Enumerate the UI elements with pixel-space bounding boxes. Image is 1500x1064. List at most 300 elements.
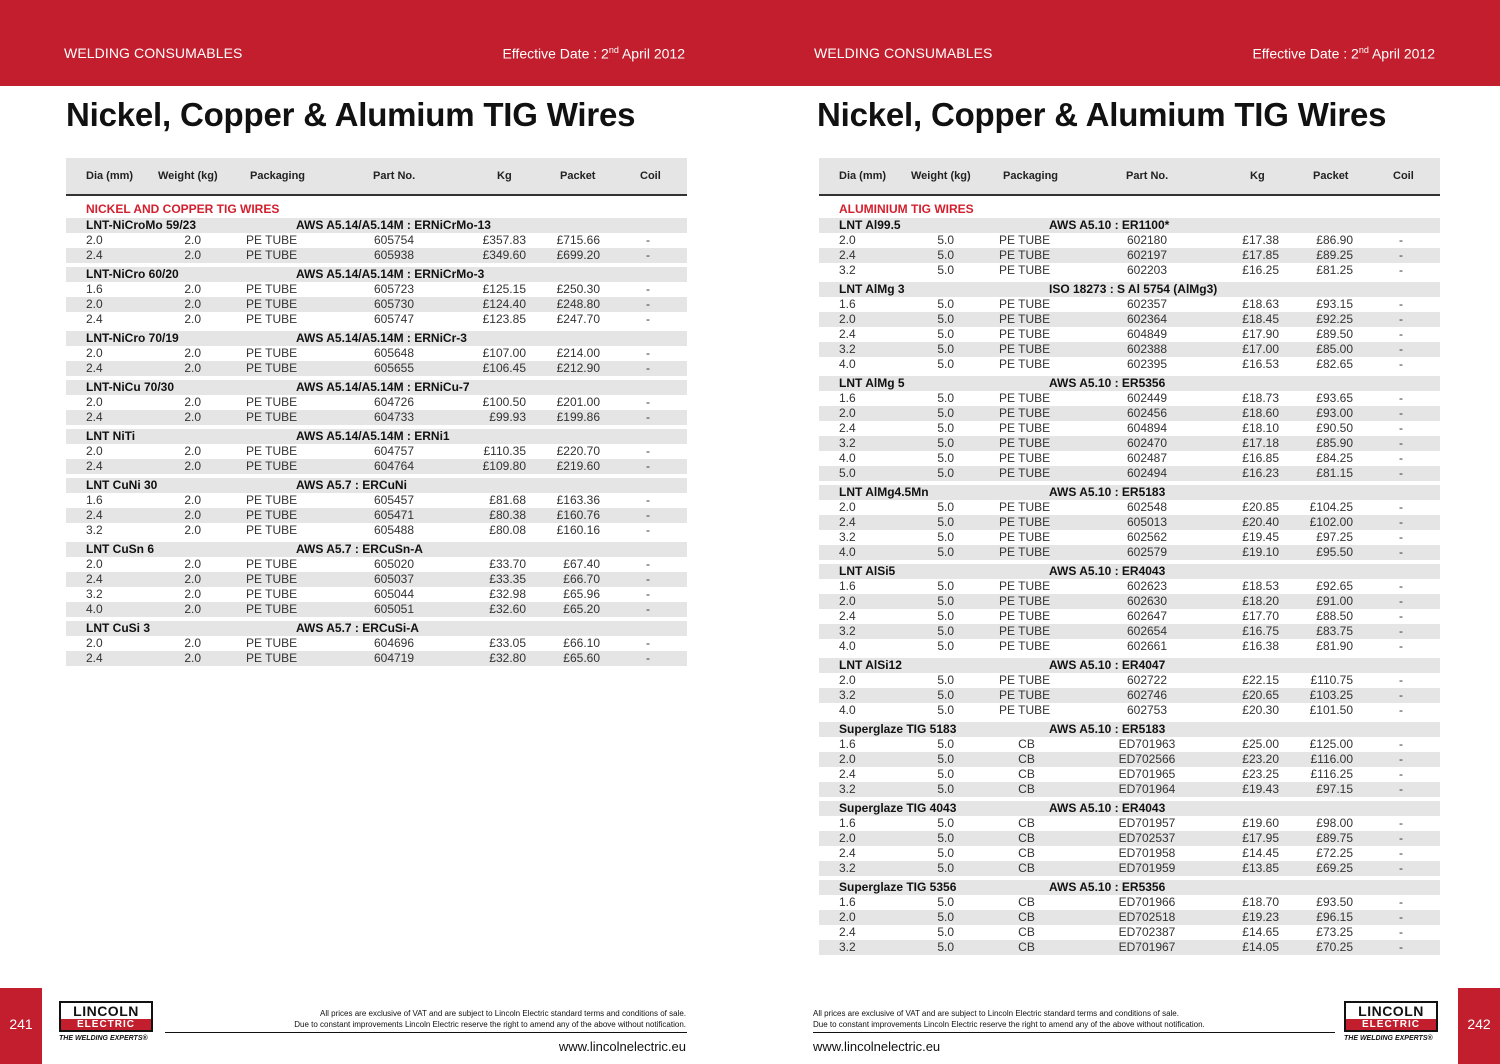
weight-cell: 5.0	[937, 594, 954, 608]
part-no-cell: ED701963	[1118, 737, 1176, 751]
col-weight: Weight (kg)	[911, 170, 971, 182]
packaging-cell: CB	[1018, 940, 1035, 954]
product-name: LNT-NiCroMo 59/23	[86, 218, 197, 232]
coil-cell: -	[646, 312, 650, 326]
table-row	[819, 391, 1440, 406]
kg-price-cell: £20.65	[1242, 688, 1279, 702]
table-row	[66, 459, 687, 474]
packaging-cell: PE TUBE	[999, 312, 1051, 326]
kg-price-cell: £14.45	[1242, 846, 1279, 860]
coil-cell: -	[1399, 545, 1403, 559]
table-row	[819, 248, 1440, 263]
part-no-cell: 604894	[1126, 421, 1168, 435]
col-packet: Packet	[560, 170, 596, 182]
part-no-cell: 604764	[373, 459, 415, 473]
weight-cell: 5.0	[937, 703, 954, 717]
packaging-cell: PE TUBE	[999, 624, 1051, 638]
table-row	[66, 346, 687, 361]
kg-price-cell: £18.63	[1242, 297, 1279, 311]
packet-price-cell: £65.60	[563, 651, 600, 665]
packaging-cell: PE TUBE	[999, 436, 1051, 450]
part-no-cell: 602753	[1126, 703, 1168, 717]
dia-cell: 3.2	[839, 782, 856, 796]
part-no-cell: 604726	[373, 395, 415, 409]
header-bar	[750, 0, 1500, 86]
product-spec: AWS A5.14/A5.14M : ERNiCu-7	[296, 380, 470, 394]
part-no-cell: 605471	[373, 508, 415, 522]
coil-cell: -	[646, 444, 650, 458]
dia-cell: 2.4	[86, 508, 103, 522]
product-name: LNT-NiCu 70/30	[86, 380, 175, 394]
weight-cell: 5.0	[937, 297, 954, 311]
packet-price-cell: £82.65	[1316, 357, 1353, 371]
packaging-cell: PE TUBE	[999, 357, 1051, 371]
weight-cell: 5.0	[937, 752, 954, 766]
packet-price-cell: £199.86	[556, 410, 600, 424]
table-row	[819, 816, 1440, 831]
weight-cell: 5.0	[937, 530, 954, 544]
coil-cell: -	[1399, 594, 1403, 608]
packaging-cell: PE TUBE	[999, 406, 1051, 420]
packaging-cell: PE TUBE	[246, 602, 298, 616]
part-no-cell: 602661	[1126, 639, 1168, 653]
part-no-cell: 605044	[373, 587, 415, 601]
coil-cell: -	[646, 557, 650, 571]
part-no-cell: ED701966	[1118, 895, 1176, 909]
part-no-cell: ED701959	[1118, 861, 1176, 875]
table-row	[66, 587, 687, 602]
dia-cell: 2.0	[86, 395, 103, 409]
packaging-cell: PE TUBE	[246, 651, 298, 665]
dia-cell: 2.4	[86, 361, 103, 375]
packet-price-cell: £89.25	[1316, 248, 1353, 262]
coil-cell: -	[646, 602, 650, 616]
coil-cell: -	[1399, 910, 1403, 924]
kg-price-cell: £80.08	[489, 523, 526, 537]
product-group-header	[819, 880, 1440, 895]
kg-price-cell: £124.40	[482, 297, 526, 311]
table-row	[819, 451, 1440, 466]
product-spec: AWS A5.14/A5.14M : ERNi1	[296, 429, 450, 443]
dia-cell: 4.0	[839, 357, 856, 371]
packaging-cell: PE TUBE	[999, 500, 1051, 514]
packet-price-cell: £101.50	[1309, 703, 1353, 717]
dia-cell: 3.2	[839, 530, 856, 544]
coil-cell: -	[646, 282, 650, 296]
packaging-cell: CB	[1018, 816, 1035, 830]
part-no-cell: 605754	[373, 233, 415, 247]
coil-cell: -	[1399, 895, 1403, 909]
part-no-cell: 605648	[373, 346, 415, 360]
price-table	[819, 201, 1440, 955]
coil-cell: -	[646, 233, 650, 247]
product-group-header	[66, 621, 687, 636]
kg-price-cell: £18.53	[1242, 579, 1279, 593]
coil-cell: -	[1399, 624, 1403, 638]
packaging-cell: PE TUBE	[246, 508, 298, 522]
dia-cell: 3.2	[839, 861, 856, 875]
part-no-cell: 605730	[373, 297, 415, 311]
product-spec: AWS A5.10 : ER4043	[1049, 564, 1166, 578]
coil-cell: -	[1399, 451, 1403, 465]
page-number: 242	[1458, 988, 1500, 1064]
packaging-cell: PE TUBE	[999, 466, 1051, 480]
footer-divider	[165, 1032, 687, 1033]
kg-price-cell: £23.25	[1242, 767, 1279, 781]
table-row	[819, 846, 1440, 861]
packet-price-cell: £93.15	[1316, 297, 1353, 311]
packet-price-cell: £73.25	[1316, 925, 1353, 939]
packet-price-cell: £97.15	[1316, 782, 1353, 796]
weight-cell: 5.0	[937, 895, 954, 909]
table-row	[819, 263, 1440, 278]
part-no-cell: 602456	[1126, 406, 1168, 420]
coil-cell: -	[1399, 312, 1403, 326]
table-row	[819, 500, 1440, 515]
product-spec: AWS A5.10 : ER1100*	[1049, 218, 1170, 232]
coil-cell: -	[1399, 703, 1403, 717]
packet-price-cell: £72.25	[1316, 846, 1353, 860]
packaging-cell: PE TUBE	[999, 421, 1051, 435]
category-heading: ALUMINIUM TIG WIRES	[839, 202, 974, 216]
website-link[interactable]: www.lincolnelectric.eu	[558, 1039, 686, 1054]
product-spec: AWS A5.7 : ERCuSi-A	[296, 621, 419, 635]
dia-cell: 2.0	[86, 233, 103, 247]
part-no-cell: 602494	[1126, 466, 1168, 480]
table-row	[819, 515, 1440, 530]
table-row	[819, 609, 1440, 624]
packaging-cell: PE TUBE	[246, 557, 298, 571]
table-row	[66, 636, 687, 651]
col-coil: Coil	[640, 170, 661, 182]
packaging-cell: PE TUBE	[999, 327, 1051, 341]
col-part-no: Part No.	[1126, 170, 1169, 182]
kg-price-cell: £123.85	[482, 312, 526, 326]
product-group-header	[819, 218, 1440, 233]
col-dia: Dia (mm)	[86, 170, 134, 182]
price-table	[66, 201, 687, 666]
coil-cell: -	[1399, 406, 1403, 420]
product-spec: AWS A5.14/A5.14M : ERNiCrMo-13	[296, 218, 491, 232]
dia-cell: 3.2	[839, 263, 856, 277]
coil-cell: -	[1399, 831, 1403, 845]
table-row	[66, 557, 687, 572]
packet-price-cell: £160.76	[556, 508, 600, 522]
col-part-no: Part No.	[373, 170, 416, 182]
packaging-cell: PE TUBE	[246, 410, 298, 424]
part-no-cell: 602722	[1126, 673, 1168, 687]
coil-cell: -	[1399, 391, 1403, 405]
coil-cell: -	[646, 636, 650, 650]
product-group-header	[819, 564, 1440, 579]
dia-cell: 2.4	[86, 459, 103, 473]
col-packet: Packet	[1313, 170, 1349, 182]
dia-cell: 3.2	[839, 940, 856, 954]
packaging-cell: CB	[1018, 861, 1035, 875]
product-name: LNT-NiCro 60/20	[86, 267, 179, 281]
part-no-cell: 602364	[1126, 312, 1168, 326]
product-name: LNT CuNi 30	[86, 478, 158, 492]
part-no-cell: 602623	[1126, 579, 1168, 593]
kg-price-cell: £106.45	[482, 361, 526, 375]
packet-price-cell: £81.15	[1316, 466, 1353, 480]
packet-price-cell: £250.30	[556, 282, 600, 296]
dia-cell: 3.2	[839, 688, 856, 702]
col-kg: Kg	[1250, 170, 1265, 182]
coil-cell: -	[1399, 846, 1403, 860]
weight-cell: 2.0	[184, 361, 201, 375]
dia-cell: 2.4	[839, 421, 856, 435]
kg-price-cell: £17.85	[1242, 248, 1279, 262]
kg-price-cell: £16.25	[1242, 263, 1279, 277]
dia-cell: 4.0	[839, 639, 856, 653]
weight-cell: 5.0	[937, 263, 954, 277]
dia-cell: 2.0	[86, 297, 103, 311]
weight-cell: 2.0	[184, 508, 201, 522]
website-link[interactable]: www.lincolnelectric.eu	[813, 1039, 941, 1054]
packaging-cell: PE TUBE	[246, 636, 298, 650]
coil-cell: -	[646, 523, 650, 537]
table-row	[819, 925, 1440, 940]
coil-cell: -	[1399, 421, 1403, 435]
packet-price-cell: £219.60	[556, 459, 600, 473]
product-group-header	[66, 380, 687, 395]
kg-price-cell: £14.65	[1242, 925, 1279, 939]
table-row	[66, 602, 687, 617]
coil-cell: -	[1399, 530, 1403, 544]
kg-price-cell: £33.70	[489, 557, 526, 571]
kg-price-cell: £16.53	[1242, 357, 1279, 371]
kg-price-cell: £18.60	[1242, 406, 1279, 420]
packaging-cell: PE TUBE	[246, 523, 298, 537]
packet-price-cell: £102.00	[1309, 515, 1353, 529]
kg-price-cell: £19.23	[1242, 910, 1279, 924]
weight-cell: 5.0	[937, 925, 954, 939]
packaging-cell: PE TUBE	[246, 312, 298, 326]
product-spec: AWS A5.10 : ER5183	[1049, 722, 1166, 736]
weight-cell: 5.0	[937, 233, 954, 247]
part-no-cell: 604849	[1126, 327, 1168, 341]
table-row	[66, 297, 687, 312]
dia-cell: 3.2	[839, 624, 856, 638]
packaging-cell: PE TUBE	[999, 703, 1051, 717]
weight-cell: 5.0	[937, 737, 954, 751]
part-no-cell: 602388	[1126, 342, 1168, 356]
dia-cell: 2.0	[839, 910, 856, 924]
part-no-cell: ED701965	[1118, 767, 1176, 781]
packet-price-cell: £93.50	[1316, 895, 1353, 909]
coil-cell: -	[1399, 500, 1403, 514]
part-no-cell: 605655	[373, 361, 415, 375]
packaging-cell: PE TUBE	[246, 297, 298, 311]
dia-cell: 2.0	[86, 636, 103, 650]
product-name: LNT AlMg 5	[839, 376, 905, 390]
coil-cell: -	[1399, 940, 1403, 954]
part-no-cell: 602647	[1126, 609, 1168, 623]
lincoln-electric-logo: LINCOLN ELECTRIC THE WELDING EXPERTS®	[1344, 1001, 1444, 1042]
packaging-cell: PE TUBE	[999, 263, 1051, 277]
kg-price-cell: £17.70	[1242, 609, 1279, 623]
coil-cell: -	[646, 508, 650, 522]
packaging-cell: CB	[1018, 782, 1035, 796]
packet-price-cell: £66.70	[563, 572, 600, 586]
kg-price-cell: £17.38	[1242, 233, 1279, 247]
part-no-cell: ED701967	[1118, 940, 1176, 954]
kg-price-cell: £33.05	[489, 636, 526, 650]
kg-price-cell: £357.83	[482, 233, 526, 247]
weight-cell: 5.0	[937, 342, 954, 356]
dia-cell: 2.4	[839, 846, 856, 860]
page-title: Nickel, Copper & Alumium TIG Wires	[66, 96, 636, 133]
col-weight: Weight (kg)	[158, 170, 218, 182]
coil-cell: -	[1399, 861, 1403, 875]
packaging-cell: PE TUBE	[999, 248, 1051, 262]
weight-cell: 5.0	[937, 312, 954, 326]
packet-price-cell: £67.40	[563, 557, 600, 571]
dia-cell: 5.0	[839, 466, 856, 480]
packaging-cell: PE TUBE	[999, 451, 1051, 465]
part-no-cell: 602357	[1126, 297, 1168, 311]
dia-cell: 2.4	[86, 312, 103, 326]
weight-cell: 2.0	[184, 346, 201, 360]
kg-price-cell: £100.50	[482, 395, 526, 409]
part-no-cell: 604696	[373, 636, 415, 650]
table-row	[819, 579, 1440, 594]
table-header	[819, 158, 1440, 196]
kg-price-cell: £109.80	[482, 459, 526, 473]
packaging-cell: PE TUBE	[246, 459, 298, 473]
product-spec: AWS A5.14/A5.14M : ERNiCr-3	[296, 331, 467, 345]
packaging-cell: PE TUBE	[246, 444, 298, 458]
product-spec: AWS A5.10 : ER5356	[1049, 880, 1166, 894]
dia-cell: 2.4	[839, 609, 856, 623]
page-242	[750, 0, 1500, 1064]
dia-cell: 2.4	[86, 248, 103, 262]
kg-price-cell: £125.15	[482, 282, 526, 296]
kg-price-cell: £80.38	[489, 508, 526, 522]
dia-cell: 1.6	[839, 816, 856, 830]
kg-price-cell: £110.35	[483, 444, 526, 458]
packet-price-cell: £715.66	[556, 233, 600, 247]
packet-price-cell: £95.50	[1316, 545, 1353, 559]
coil-cell: -	[1399, 639, 1403, 653]
part-no-cell: 605013	[1126, 515, 1168, 529]
weight-cell: 5.0	[937, 451, 954, 465]
product-spec: AWS A5.10 : ER4047	[1049, 658, 1166, 672]
table-row	[819, 767, 1440, 782]
packet-price-cell: £89.50	[1316, 327, 1353, 341]
packaging-cell: CB	[1018, 846, 1035, 860]
kg-price-cell: £22.15	[1242, 673, 1279, 687]
weight-cell: 2.0	[184, 444, 201, 458]
packaging-cell: PE TUBE	[999, 545, 1051, 559]
table-row	[819, 312, 1440, 327]
packet-price-cell: £110.75	[1310, 673, 1353, 687]
part-no-cell: 604757	[373, 444, 415, 458]
table-row	[819, 895, 1440, 910]
table-row	[819, 639, 1440, 654]
coil-cell: -	[1399, 357, 1403, 371]
coil-cell: -	[1399, 767, 1403, 781]
part-no-cell: 605037	[373, 572, 415, 586]
weight-cell: 2.0	[184, 636, 201, 650]
coil-cell: -	[1399, 752, 1403, 766]
table-row	[819, 342, 1440, 357]
part-no-cell: 602579	[1126, 545, 1168, 559]
weight-cell: 2.0	[184, 602, 201, 616]
weight-cell: 5.0	[937, 846, 954, 860]
table-row	[66, 282, 687, 297]
dia-cell: 2.4	[86, 410, 103, 424]
kg-price-cell: £18.70	[1242, 895, 1279, 909]
table-header	[66, 158, 687, 196]
effective-date: Effective Date : 2nd April 2012	[502, 45, 685, 62]
table-row	[819, 782, 1440, 797]
packet-price-cell: £212.90	[556, 361, 600, 375]
dia-cell: 1.6	[86, 282, 103, 296]
coil-cell: -	[646, 410, 650, 424]
kg-price-cell: £99.93	[489, 410, 526, 424]
packet-price-cell: £85.90	[1316, 436, 1353, 450]
coil-cell: -	[1399, 816, 1403, 830]
dia-cell: 2.4	[86, 651, 103, 665]
packet-price-cell: £90.50	[1316, 421, 1353, 435]
weight-cell: 5.0	[937, 861, 954, 875]
weight-cell: 5.0	[937, 688, 954, 702]
weight-cell: 5.0	[937, 545, 954, 559]
product-group-header	[819, 282, 1440, 297]
product-spec: AWS A5.10 : ER5356	[1049, 376, 1166, 390]
coil-cell: -	[1399, 248, 1403, 262]
packaging-cell: PE TUBE	[999, 673, 1051, 687]
kg-price-cell: £18.73	[1242, 391, 1279, 405]
coil-cell: -	[646, 459, 650, 473]
part-no-cell: 602654	[1126, 624, 1168, 638]
kg-price-cell: £18.20	[1242, 594, 1279, 608]
coil-cell: -	[1399, 466, 1403, 480]
packaging-cell: CB	[1018, 767, 1035, 781]
packaging-cell: CB	[1018, 895, 1035, 909]
part-no-cell: 602548	[1126, 500, 1168, 514]
kg-price-cell: £16.23	[1242, 466, 1279, 480]
packaging-cell: PE TUBE	[246, 587, 298, 601]
table-row	[819, 910, 1440, 925]
kg-price-cell: £18.10	[1242, 421, 1279, 435]
kg-price-cell: £14.05	[1242, 940, 1279, 954]
table-row	[819, 594, 1440, 609]
product-spec: AWS A5.10 : ER5183	[1049, 485, 1166, 499]
packet-price-cell: £220.70	[556, 444, 600, 458]
packaging-cell: PE TUBE	[999, 515, 1051, 529]
dia-cell: 2.4	[839, 767, 856, 781]
dia-cell: 2.0	[839, 673, 856, 687]
kg-price-cell: £19.60	[1242, 816, 1279, 830]
product-group-header	[66, 542, 687, 557]
weight-cell: 2.0	[184, 459, 201, 473]
weight-cell: 5.0	[937, 639, 954, 653]
coil-cell: -	[646, 493, 650, 507]
packaging-cell: CB	[1018, 752, 1035, 766]
weight-cell: 5.0	[937, 579, 954, 593]
dia-cell: 1.6	[839, 297, 856, 311]
part-no-cell: 602180	[1126, 233, 1168, 247]
coil-cell: -	[1399, 327, 1403, 341]
kg-price-cell: £20.85	[1242, 500, 1279, 514]
table-row	[66, 233, 687, 248]
kg-price-cell: £16.75	[1242, 624, 1279, 638]
product-name: LNT CuSn 6	[86, 542, 154, 556]
kg-price-cell: £20.40	[1242, 515, 1279, 529]
